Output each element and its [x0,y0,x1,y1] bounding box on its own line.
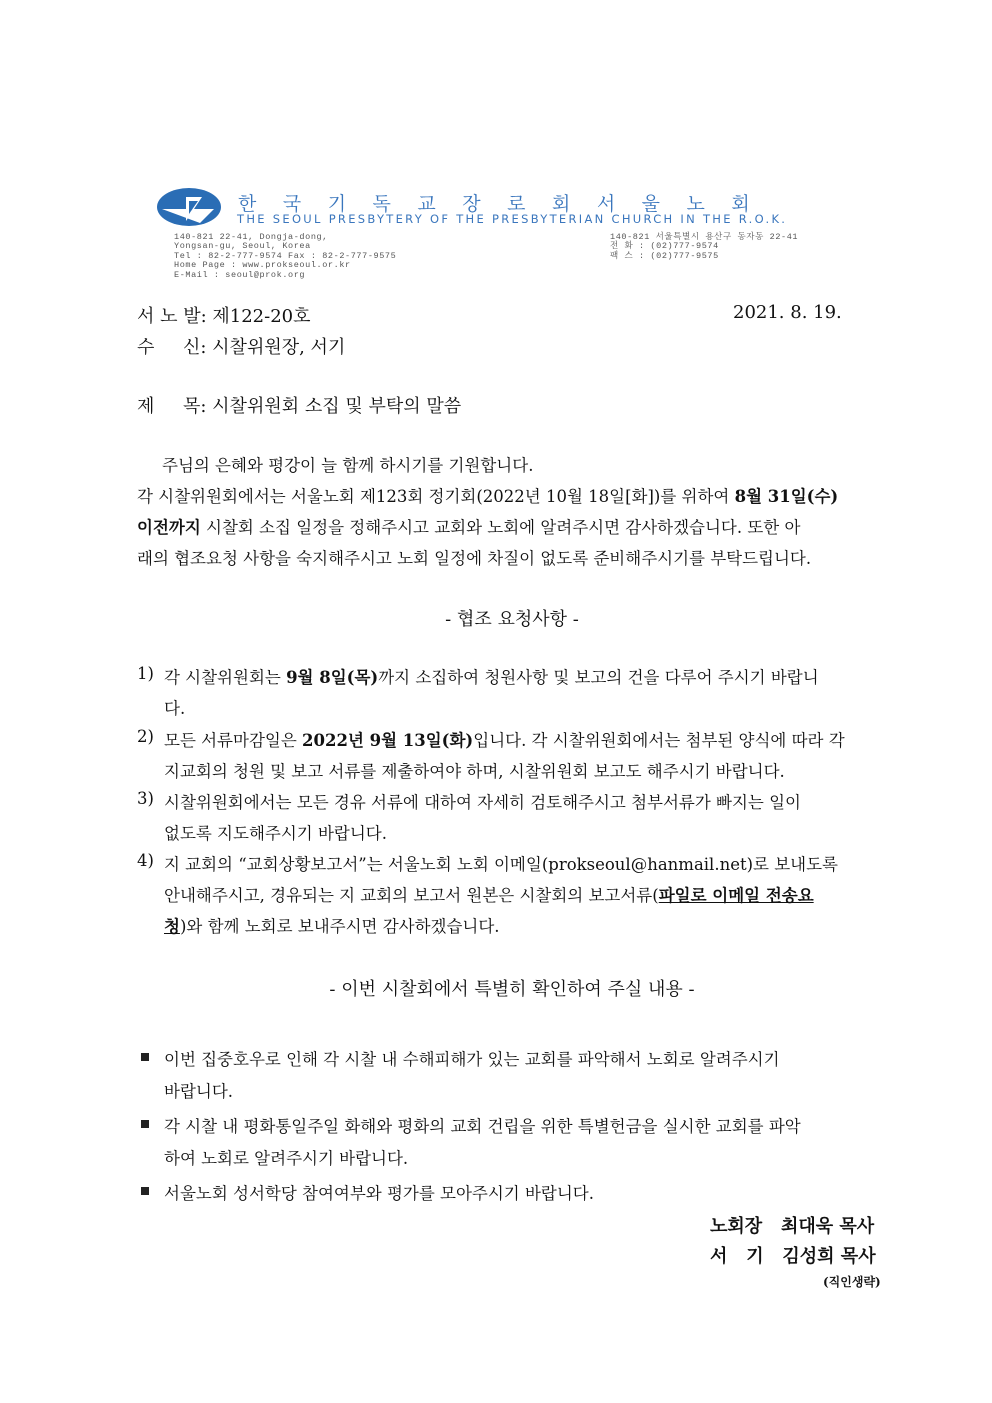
item-number: 3) [137,789,154,808]
request-item-cont: 지교회의 청원 및 보고 서류를 제출하여야 하며, 시찰위원회 보고도 해주시기 바랍니다. [164,762,785,781]
request-item: 각 시찰위원회는 9월 8일(목)까지 소집하여 청원사항 및 보고의 건을 다루어 주시기 바랍니 [164,668,819,687]
clerk-signature: 서 기 김성희 목사 [710,1246,876,1267]
intro-line-4: 래의 협조요청 사항을 숙지해주시고 노회 일정에 차질이 없도록 준비해주시기를 부탁드립니다. [137,549,812,568]
document-number: 서 노 발: 제122-20호 [137,306,311,327]
item-number: 4) [137,851,154,870]
intro-line-2: 각 시찰위원회에서는 서울노회 제123회 정기회(2022년 10월 18일[화])를 위하여 8월 31일(수) [137,487,839,506]
request-item: 시찰위원회에서는 모든 경유 서류에 대하여 자세히 검토해주시고 첨부서류가 빠지는 일이 [164,793,801,812]
check-item: 서울노회 성서학당 참여여부와 평가를 모아주시기 바랍니다. [164,1184,594,1203]
request-item-cont: 없도록 지도해주시기 바랍니다. [164,824,387,843]
moderator-signature: 노회장 최대욱 목사 [710,1216,875,1237]
presbytery-logo [156,187,222,227]
square-bullet-icon [141,1187,149,1195]
request-item-cont: 안내해주시고, 경유되는 지 교회의 보고서 원본은 시찰회의 보고서류(파일로 이메일 전송요 [164,886,814,905]
square-bullet-icon [141,1053,149,1061]
item-number: 2) [137,727,154,746]
item-number: 1) [137,664,154,683]
recipient: 수 신: 시찰위원장, 서기 [137,337,346,358]
subject: 제 목: 시찰위원회 소집 및 부탁의 말씀 [137,396,462,417]
request-item-cont: 다. [164,699,186,718]
request-item: 지 교회의 “교회상황보고서”는 서울노회 노회 이메일(prokseoul@hanmail.net)로 보내도록 [164,855,838,874]
check-item-cont: 바랍니다. [164,1082,234,1101]
presbytery-name-korean: 한국기독교장로회서울노회 [238,193,777,215]
check-item-cont: 하여 노회로 알려주시기 바랍니다. [164,1149,409,1168]
address-korean: 140-821 서울특별시 용산구 동자동 22-41 전 화 : (02)777-9574 팩 스 : (02)777-9575 [610,232,799,261]
presbytery-name-english: THE SEOUL PRESBYTERY OF THE PRESBYTERIAN CHURCH IN THE R.O.K. [237,212,788,226]
check-item: 각 시찰 내 평화통일주일 화해와 평화의 교회 건립을 위한 특별헌금을 실시한 교회를 파악 [164,1117,801,1136]
square-bullet-icon [141,1120,149,1128]
section-title-cooperation: - 협조 요청사항 - [445,609,579,630]
greeting: 주님의 은혜와 평강이 늘 함께 하시기를 기원합니다. [162,456,534,475]
intro-line-3: 이전까지 시찰회 소집 일정을 정해주시고 교회와 노회에 알려주시면 감사하겠습니다. 또한 아 [137,518,801,537]
section-title-special-check: - 이번 시찰회에서 특별히 확인하여 주실 내용 - [329,979,695,1000]
address-english: 140-821 22-41, Dongja-dong, Yongsan-gu, Seoul, Korea Tel : 82-2-777-9574 Fax : 82-2-777-9575 Home Page : www.prokseoul.or.kr E-Mail : seoul@prok.org [174,232,397,280]
request-item-cont: 청)와 함께 노회로 보내주시면 감사하겠습니다. [164,917,500,936]
request-item: 모든 서류마감일은 2022년 9월 13일(화)입니다. 각 시찰위원회에서는 첨부된 양식에 따라 각 [164,731,845,750]
seal-omitted-note: (직인생략) [823,1275,881,1289]
check-item: 이번 집중호우로 인해 각 시찰 내 수해피해가 있는 교회를 파악해서 노회로 알려주시기 [164,1050,780,1069]
document-date: 2021. 8. 19. [733,302,842,323]
